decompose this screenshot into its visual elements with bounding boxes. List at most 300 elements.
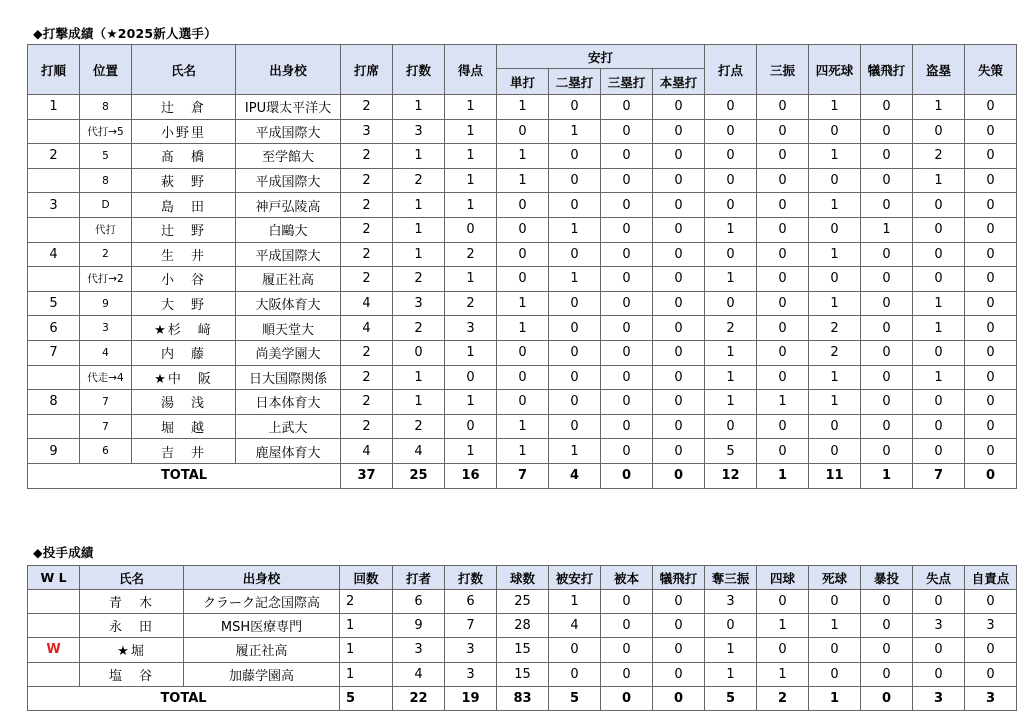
batting-cell: 0 [549, 414, 601, 439]
batting-cell: 0 [497, 390, 549, 415]
batting-cell: 2 [445, 242, 497, 267]
batting-cell: 1 [861, 217, 913, 242]
pitching-cell: 0 [965, 590, 1017, 614]
batting-cell: 0 [861, 267, 913, 292]
batting-cell: 0 [757, 316, 809, 341]
batting-total-cell: 0 [653, 463, 705, 488]
header-single: 単打 [497, 69, 549, 95]
batting-cell: 0 [653, 242, 705, 267]
batting-cell: 2 [809, 340, 861, 365]
batting-cell: 2 [809, 316, 861, 341]
batting-cell: 1 [809, 291, 861, 316]
batting-cell: 1 [445, 439, 497, 464]
batting-cell: 順天堂大 [236, 316, 341, 341]
pitching-result [28, 662, 80, 686]
batting-cell: 0 [705, 414, 757, 439]
pitching-cell: MSH医療専門 [184, 614, 340, 638]
batting-cell: 0 [549, 144, 601, 169]
batting-cell: 0 [757, 340, 809, 365]
pitching-total-cell: 5 [549, 686, 601, 710]
batting-cell: 8 [28, 390, 80, 415]
batting-cell: 至学館大 [236, 144, 341, 169]
batting-total-label: TOTAL [28, 463, 341, 488]
pitching-cell: 0 [965, 662, 1017, 686]
batting-cell: 4 [341, 439, 393, 464]
pitching-total-cell: 5 [340, 686, 393, 710]
batting-cell: 0 [965, 119, 1017, 144]
batting-cell: ★中 阪 [132, 365, 236, 390]
header-position: 位置 [80, 45, 132, 95]
header-order: 打順 [28, 45, 80, 95]
batting-cell: 2 [913, 144, 965, 169]
batting-cell: 履正社高 [236, 267, 341, 292]
batting-cell: 0 [809, 119, 861, 144]
pitching-cell: 0 [653, 614, 705, 638]
batting-cell: 1 [809, 95, 861, 120]
batting-cell: 0 [757, 144, 809, 169]
pitching-total-cell: 22 [393, 686, 445, 710]
pitching-cell: 0 [653, 638, 705, 662]
batting-cell: 1 [809, 390, 861, 415]
pitching-cell: 3 [705, 590, 757, 614]
batting-cell: 0 [601, 119, 653, 144]
batting-cell: 0 [705, 242, 757, 267]
batting-cell: 0 [549, 242, 601, 267]
batting-cell: 0 [913, 193, 965, 218]
batting-cell: 0 [653, 95, 705, 120]
pheader-hr: 被本 [601, 566, 653, 590]
batting-total-cell: 11 [809, 463, 861, 488]
pitching-cell: 0 [861, 638, 913, 662]
pitching-total-cell: 5 [705, 686, 757, 710]
batting-cell: 0 [913, 439, 965, 464]
pitching-cell: 0 [861, 614, 913, 638]
pitching-cell: 2 [340, 590, 393, 614]
batting-cell: 0 [965, 267, 1017, 292]
batting-cell: 0 [653, 365, 705, 390]
pitching-cell: 4 [549, 614, 601, 638]
batting-cell [28, 119, 80, 144]
batting-cell: 0 [965, 340, 1017, 365]
batting-cell: 1 [757, 390, 809, 415]
batting-cell: 2 [393, 414, 445, 439]
batting-cell: 0 [965, 95, 1017, 120]
pitching-row [28, 662, 1017, 686]
header-name: 氏名 [132, 45, 236, 95]
batting-cell: 8 [80, 168, 132, 193]
pheader-bb: 四球 [757, 566, 809, 590]
header-bb: 四死球 [809, 45, 861, 95]
batting-cell: 1 [913, 95, 965, 120]
header-sb: 盗塁 [913, 45, 965, 95]
batting-cell: 1 [809, 365, 861, 390]
batting-cell: 0 [965, 193, 1017, 218]
pheader-pitches: 球数 [497, 566, 549, 590]
pitching-cell: 9 [393, 614, 445, 638]
pitching-total-row [28, 686, 1017, 710]
batting-row [28, 95, 1017, 120]
batting-cell: 0 [549, 193, 601, 218]
pheader-bf: 打者 [393, 566, 445, 590]
batting-cell: 0 [757, 193, 809, 218]
batting-cell: 小 谷 [132, 267, 236, 292]
batting-cell: 平成国際大 [236, 168, 341, 193]
batting-cell: 0 [497, 267, 549, 292]
batting-row [28, 316, 1017, 341]
batting-cell: 1 [705, 340, 757, 365]
batting-total-cell: 1 [757, 463, 809, 488]
batting-cell: 1 [445, 119, 497, 144]
batting-cell: 5 [28, 291, 80, 316]
batting-cell [28, 168, 80, 193]
batting-cell: 0 [601, 291, 653, 316]
batting-cell: 0 [653, 267, 705, 292]
batting-cell: 0 [861, 365, 913, 390]
pitching-cell: 0 [965, 638, 1017, 662]
batting-cell: 0 [861, 439, 913, 464]
batting-cell: 0 [653, 291, 705, 316]
pitching-cell: 15 [497, 638, 549, 662]
pheader-wp: 暴投 [861, 566, 913, 590]
batting-cell: D [80, 193, 132, 218]
pitching-cell: 0 [601, 638, 653, 662]
batting-cell: 0 [601, 390, 653, 415]
batting-cell: 平成国際大 [236, 119, 341, 144]
batting-cell: 小野里 [132, 119, 236, 144]
batting-row [28, 291, 1017, 316]
header-rbi: 打点 [705, 45, 757, 95]
batting-cell: 0 [653, 168, 705, 193]
batting-cell: 0 [705, 168, 757, 193]
header-sac: 犠飛打 [861, 45, 913, 95]
pitching-cell: 0 [653, 662, 705, 686]
pitching-result [28, 590, 80, 614]
pitching-cell: 0 [809, 590, 861, 614]
batting-cell: 5 [705, 439, 757, 464]
batting-cell: 1 [497, 316, 549, 341]
batting-cell: 2 [341, 95, 393, 120]
batting-cell: 1 [497, 168, 549, 193]
pitching-cell: 永 田 [80, 614, 184, 638]
batting-cell: 0 [497, 217, 549, 242]
batting-cell: 0 [653, 144, 705, 169]
batting-cell: 代打→5 [80, 119, 132, 144]
batting-cell: 0 [601, 439, 653, 464]
pitching-cell: 0 [757, 638, 809, 662]
batting-cell: 0 [861, 193, 913, 218]
pitching-cell: 3 [445, 638, 497, 662]
batting-cell: 0 [757, 95, 809, 120]
pitching-total-cell: 0 [861, 686, 913, 710]
batting-cell: 2 [341, 414, 393, 439]
batting-cell: 0 [549, 95, 601, 120]
batting-cell: 1 [913, 316, 965, 341]
batting-cell: 0 [497, 242, 549, 267]
header-so: 三振 [757, 45, 809, 95]
pheader-hits: 被安打 [549, 566, 601, 590]
batting-cell: 4 [341, 316, 393, 341]
batting-cell: 0 [809, 267, 861, 292]
batting-cell: 0 [653, 193, 705, 218]
batting-cell: 2 [28, 144, 80, 169]
pitching-cell: 28 [497, 614, 549, 638]
batting-cell: 2 [341, 390, 393, 415]
batting-cell: 大阪体育大 [236, 291, 341, 316]
batting-cell: 0 [497, 119, 549, 144]
batting-cell: 1 [445, 193, 497, 218]
batting-cell: 0 [445, 414, 497, 439]
batting-cell: 1 [497, 144, 549, 169]
batting-cell: 0 [861, 414, 913, 439]
batting-cell: 島 田 [132, 193, 236, 218]
batting-row [28, 119, 1017, 144]
batting-cell: 0 [913, 414, 965, 439]
batting-cell: 1 [549, 267, 601, 292]
batting-cell: 1 [393, 242, 445, 267]
header-pa: 打席 [341, 45, 393, 95]
batting-cell: 日本体育大 [236, 390, 341, 415]
batting-cell [28, 365, 80, 390]
batting-cell: 髙 橋 [132, 144, 236, 169]
batting-cell: 1 [549, 439, 601, 464]
batting-cell: 1 [393, 95, 445, 120]
batting-cell: 0 [497, 193, 549, 218]
batting-cell: 0 [601, 316, 653, 341]
batting-total-cell: 16 [445, 463, 497, 488]
pitching-cell: 1 [340, 638, 393, 662]
pheader-so: 奪三振 [705, 566, 757, 590]
batting-cell: 1 [445, 390, 497, 415]
batting-cell: 神戸弘陵高 [236, 193, 341, 218]
batting-cell: 大 野 [132, 291, 236, 316]
batting-cell [28, 414, 80, 439]
batting-cell: 1 [445, 168, 497, 193]
batting-row [28, 267, 1017, 292]
pheader-sac: 犠飛打 [653, 566, 705, 590]
pitching-result [28, 614, 80, 638]
pitching-cell: 1 [705, 638, 757, 662]
pitching-cell: 4 [393, 662, 445, 686]
batting-cell: 0 [757, 267, 809, 292]
batting-cell: 0 [809, 168, 861, 193]
batting-cell: 0 [861, 95, 913, 120]
batting-cell: 9 [80, 291, 132, 316]
pitching-title: ◆投手成績 [33, 545, 94, 560]
batting-cell: 0 [965, 217, 1017, 242]
batting-cell: 0 [705, 119, 757, 144]
pitching-cell: 0 [757, 590, 809, 614]
batting-cell: 0 [653, 439, 705, 464]
batting-cell: 0 [757, 365, 809, 390]
pitching-cell: 0 [549, 662, 601, 686]
batting-cell: 3 [341, 119, 393, 144]
batting-cell: 0 [653, 390, 705, 415]
batting-cell: 0 [965, 390, 1017, 415]
batting-cell: 0 [549, 365, 601, 390]
batting-cell: 1 [497, 95, 549, 120]
batting-cell: 0 [913, 340, 965, 365]
batting-row [28, 168, 1017, 193]
batting-cell: 0 [965, 439, 1017, 464]
batting-cell: 0 [601, 168, 653, 193]
batting-cell: 2 [341, 267, 393, 292]
batting-cell: 0 [601, 193, 653, 218]
header-hr: 本塁打 [653, 69, 705, 95]
batting-cell: 代打 [80, 217, 132, 242]
batting-cell: 1 [393, 217, 445, 242]
batting-cell: 0 [861, 390, 913, 415]
batting-cell: 0 [601, 217, 653, 242]
batting-cell: 1 [497, 414, 549, 439]
batting-cell: 0 [705, 291, 757, 316]
batting-cell: 7 [80, 414, 132, 439]
pitching-cell: 0 [809, 638, 861, 662]
batting-cell: 1 [705, 390, 757, 415]
batting-cell: 鹿屋体育大 [236, 439, 341, 464]
batting-cell: 0 [809, 439, 861, 464]
batting-cell: 0 [757, 242, 809, 267]
batting-cell: 1 [705, 267, 757, 292]
batting-cell: IPU環太平洋大 [236, 95, 341, 120]
batting-cell: 1 [809, 242, 861, 267]
pitching-total-label: TOTAL [28, 686, 340, 710]
pitching-cell: 加藤学園高 [184, 662, 340, 686]
batting-cell: 1 [393, 193, 445, 218]
batting-cell: 0 [861, 340, 913, 365]
batting-cell: 0 [965, 291, 1017, 316]
batting-cell: 辻 野 [132, 217, 236, 242]
batting-cell: 0 [757, 119, 809, 144]
batting-cell: 湯 浅 [132, 390, 236, 415]
batting-cell: 0 [653, 340, 705, 365]
pitching-cell: 1 [705, 662, 757, 686]
pitching-cell: 1 [757, 662, 809, 686]
batting-row [28, 414, 1017, 439]
batting-cell: 生 井 [132, 242, 236, 267]
batting-row [28, 390, 1017, 415]
pitching-table [27, 565, 1017, 711]
batting-cell: 2 [393, 267, 445, 292]
batting-cell: 6 [28, 316, 80, 341]
batting-cell: 1 [705, 365, 757, 390]
pitching-total-cell: 3 [913, 686, 965, 710]
batting-cell: 0 [601, 95, 653, 120]
batting-row [28, 439, 1017, 464]
batting-cell: 1 [809, 193, 861, 218]
pitching-cell: 3 [965, 614, 1017, 638]
pheader-ab: 打数 [445, 566, 497, 590]
batting-cell: 0 [913, 119, 965, 144]
batting-cell: 0 [549, 390, 601, 415]
pitching-cell: 15 [497, 662, 549, 686]
batting-cell: 0 [809, 217, 861, 242]
batting-total-cell: 7 [497, 463, 549, 488]
batting-cell: 7 [28, 340, 80, 365]
pitching-cell: 3 [445, 662, 497, 686]
batting-cell: 3 [445, 316, 497, 341]
batting-cell: 0 [913, 390, 965, 415]
batting-cell: 5 [80, 144, 132, 169]
batting-cell: 6 [80, 439, 132, 464]
batting-cell: 1 [549, 217, 601, 242]
batting-cell: 4 [28, 242, 80, 267]
pitching-cell: 0 [601, 590, 653, 614]
batting-total-cell: 7 [913, 463, 965, 488]
batting-cell: 1 [497, 291, 549, 316]
batting-title: ◆打撃成績（★2025新人選手） [33, 26, 217, 41]
batting-cell: 0 [757, 217, 809, 242]
batting-cell: 1 [497, 439, 549, 464]
batting-cell: 吉 井 [132, 439, 236, 464]
pitching-cell: 塩 谷 [80, 662, 184, 686]
pitching-total-cell: 1 [809, 686, 861, 710]
batting-cell: 0 [653, 414, 705, 439]
batting-table [27, 44, 1017, 489]
pitching-cell: 1 [340, 614, 393, 638]
batting-cell: 0 [549, 168, 601, 193]
batting-cell: 1 [393, 365, 445, 390]
batting-cell: 0 [601, 340, 653, 365]
pitching-cell: 青 木 [80, 590, 184, 614]
batting-total-cell: 0 [601, 463, 653, 488]
batting-cell: 1 [705, 217, 757, 242]
batting-cell: 2 [341, 193, 393, 218]
pitching-cell: クラーク記念国際高 [184, 590, 340, 614]
pitching-total-cell: 3 [965, 686, 1017, 710]
pitching-cell: 0 [601, 614, 653, 638]
batting-cell: 0 [653, 119, 705, 144]
batting-cell: 0 [445, 217, 497, 242]
pitching-cell: 0 [705, 614, 757, 638]
header-school: 出身校 [236, 45, 341, 95]
pitching-cell: 7 [445, 614, 497, 638]
batting-cell: 1 [28, 95, 80, 120]
batting-cell: 0 [601, 414, 653, 439]
batting-cell: 0 [809, 414, 861, 439]
batting-cell: 堀 越 [132, 414, 236, 439]
pitching-row [28, 638, 1017, 662]
batting-cell: 0 [757, 168, 809, 193]
pitching-cell: 0 [913, 638, 965, 662]
pitching-cell: 0 [809, 662, 861, 686]
batting-cell: 2 [341, 144, 393, 169]
pitching-cell: 6 [445, 590, 497, 614]
batting-cell: 0 [965, 316, 1017, 341]
batting-cell: 1 [445, 340, 497, 365]
header-double: 二塁打 [549, 69, 601, 95]
batting-cell: 辻 倉 [132, 95, 236, 120]
batting-cell: 0 [653, 316, 705, 341]
pitching-result: W [28, 638, 80, 662]
batting-cell: 2 [341, 242, 393, 267]
pitching-total-cell: 19 [445, 686, 497, 710]
batting-cell: 代打→2 [80, 267, 132, 292]
pitching-cell: 履正社高 [184, 638, 340, 662]
pitching-cell: 1 [757, 614, 809, 638]
batting-cell: 8 [80, 95, 132, 120]
batting-cell: 1 [445, 144, 497, 169]
batting-cell: 1 [445, 95, 497, 120]
batting-cell: 0 [601, 267, 653, 292]
batting-cell: 0 [601, 365, 653, 390]
batting-cell: 1 [549, 119, 601, 144]
batting-cell: 2 [705, 316, 757, 341]
batting-cell [28, 217, 80, 242]
batting-cell: 7 [80, 390, 132, 415]
batting-cell: 1 [913, 291, 965, 316]
batting-total-row [28, 463, 1017, 488]
batting-cell: 0 [705, 95, 757, 120]
